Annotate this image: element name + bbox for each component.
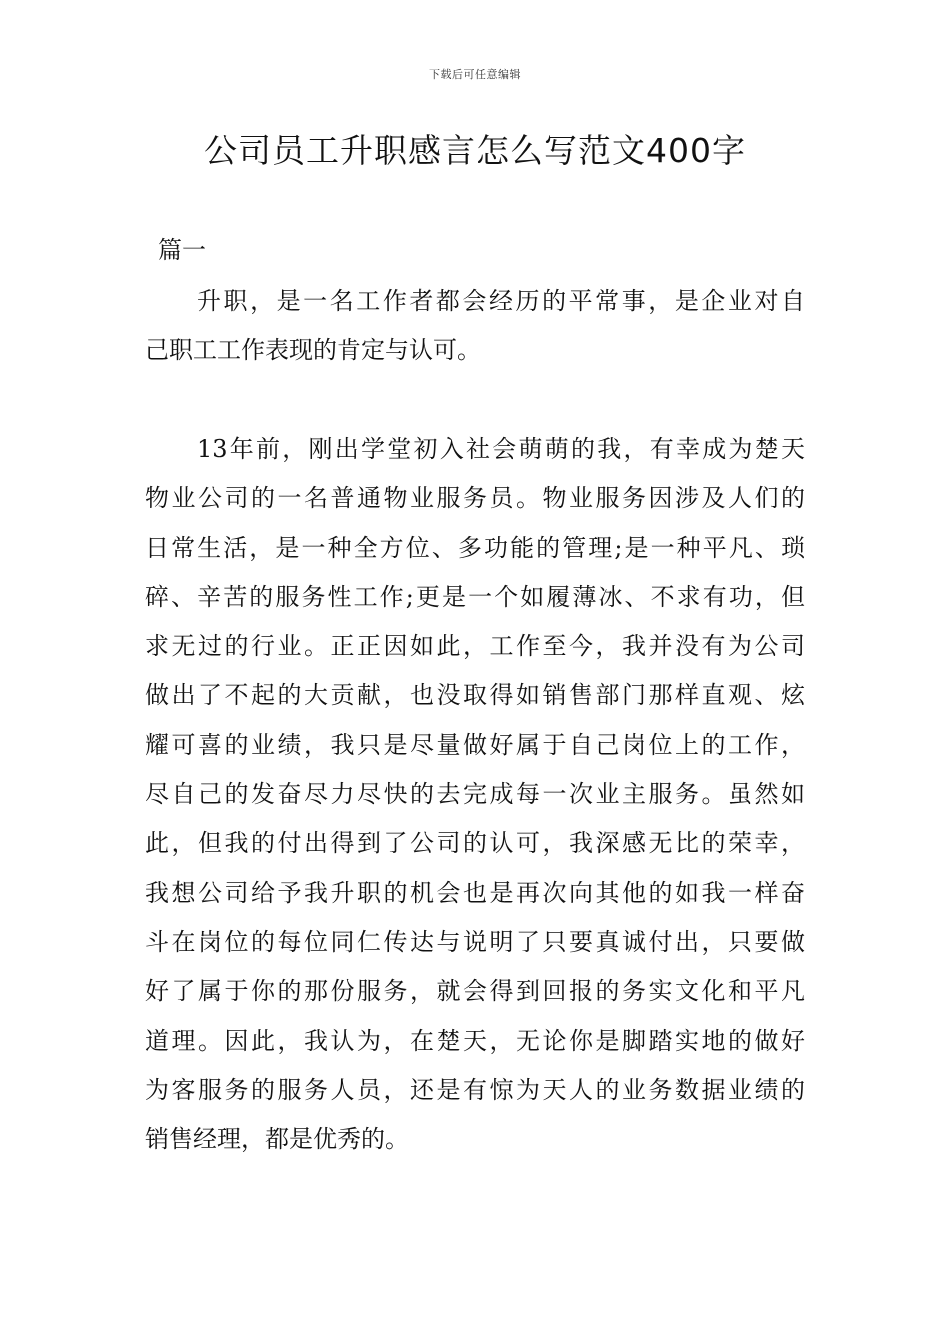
paragraph-line: 道理。因此，我认为，在楚天，无论你是脚踏实地的做好	[145, 1026, 805, 1055]
document-title: 公司员工升职感言怎么写范文400字	[204, 131, 746, 170]
paragraph-line: 求无过的行业。正正因如此，工作至今，我并没有为公司	[145, 632, 805, 661]
paragraph-line: 好了属于你的那份服务，就会得到回报的务实文化和平凡	[145, 977, 805, 1006]
paragraph-line: 13年前，刚出学堂初入社会萌萌的我，有幸成为楚天	[197, 435, 805, 463]
paragraph-line: 我想公司给予我升职的机会也是再次向其他的如我一样奋	[145, 878, 805, 907]
paragraph-line: 为客服务的服务人员，还是有惊为天人的业务数据业绩的	[145, 1075, 805, 1104]
paragraph-line: 尽自己的发奋尽力尽快的去完成每一次业主服务。虽然如	[145, 780, 805, 809]
paragraph	[145, 425, 805, 1164]
paragraph-line: 做出了不起的大贡献，也没取得如销售部门那样直观、炫	[145, 681, 805, 710]
paragraph-line: 己职工工作表现的肯定与认可。	[145, 336, 481, 365]
paragraph-line: 销售经理，都是优秀的。	[145, 1125, 409, 1154]
paragraph-line: 升职，是一名工作者都会经历的平常事，是企业对自	[197, 287, 805, 315]
paragraph-line: 耀可喜的业绩，我只是尽量做好属于自己岗位上的工作，	[145, 730, 805, 759]
paragraph-line: 斗在岗位的每位同仁传达与说明了只要真诚付出，只要做	[145, 927, 805, 956]
paragraph-line: 此，但我的付出得到了公司的认可，我深感无比的荣幸，	[145, 829, 805, 858]
paragraph-line: 碎、辛苦的服务性工作;更是一个如履薄冰、不求有功，但	[145, 582, 805, 611]
paragraph-line: 日常生活，是一种全方位、多功能的管理;是一种平凡、琐	[145, 533, 805, 562]
section-label: 篇一	[158, 236, 206, 264]
header-note: 下载后可任意编辑	[429, 68, 521, 81]
paragraph	[145, 277, 805, 376]
paragraph-line: 物业公司的一名普通物业服务员。物业服务因涉及人们的	[145, 484, 805, 513]
